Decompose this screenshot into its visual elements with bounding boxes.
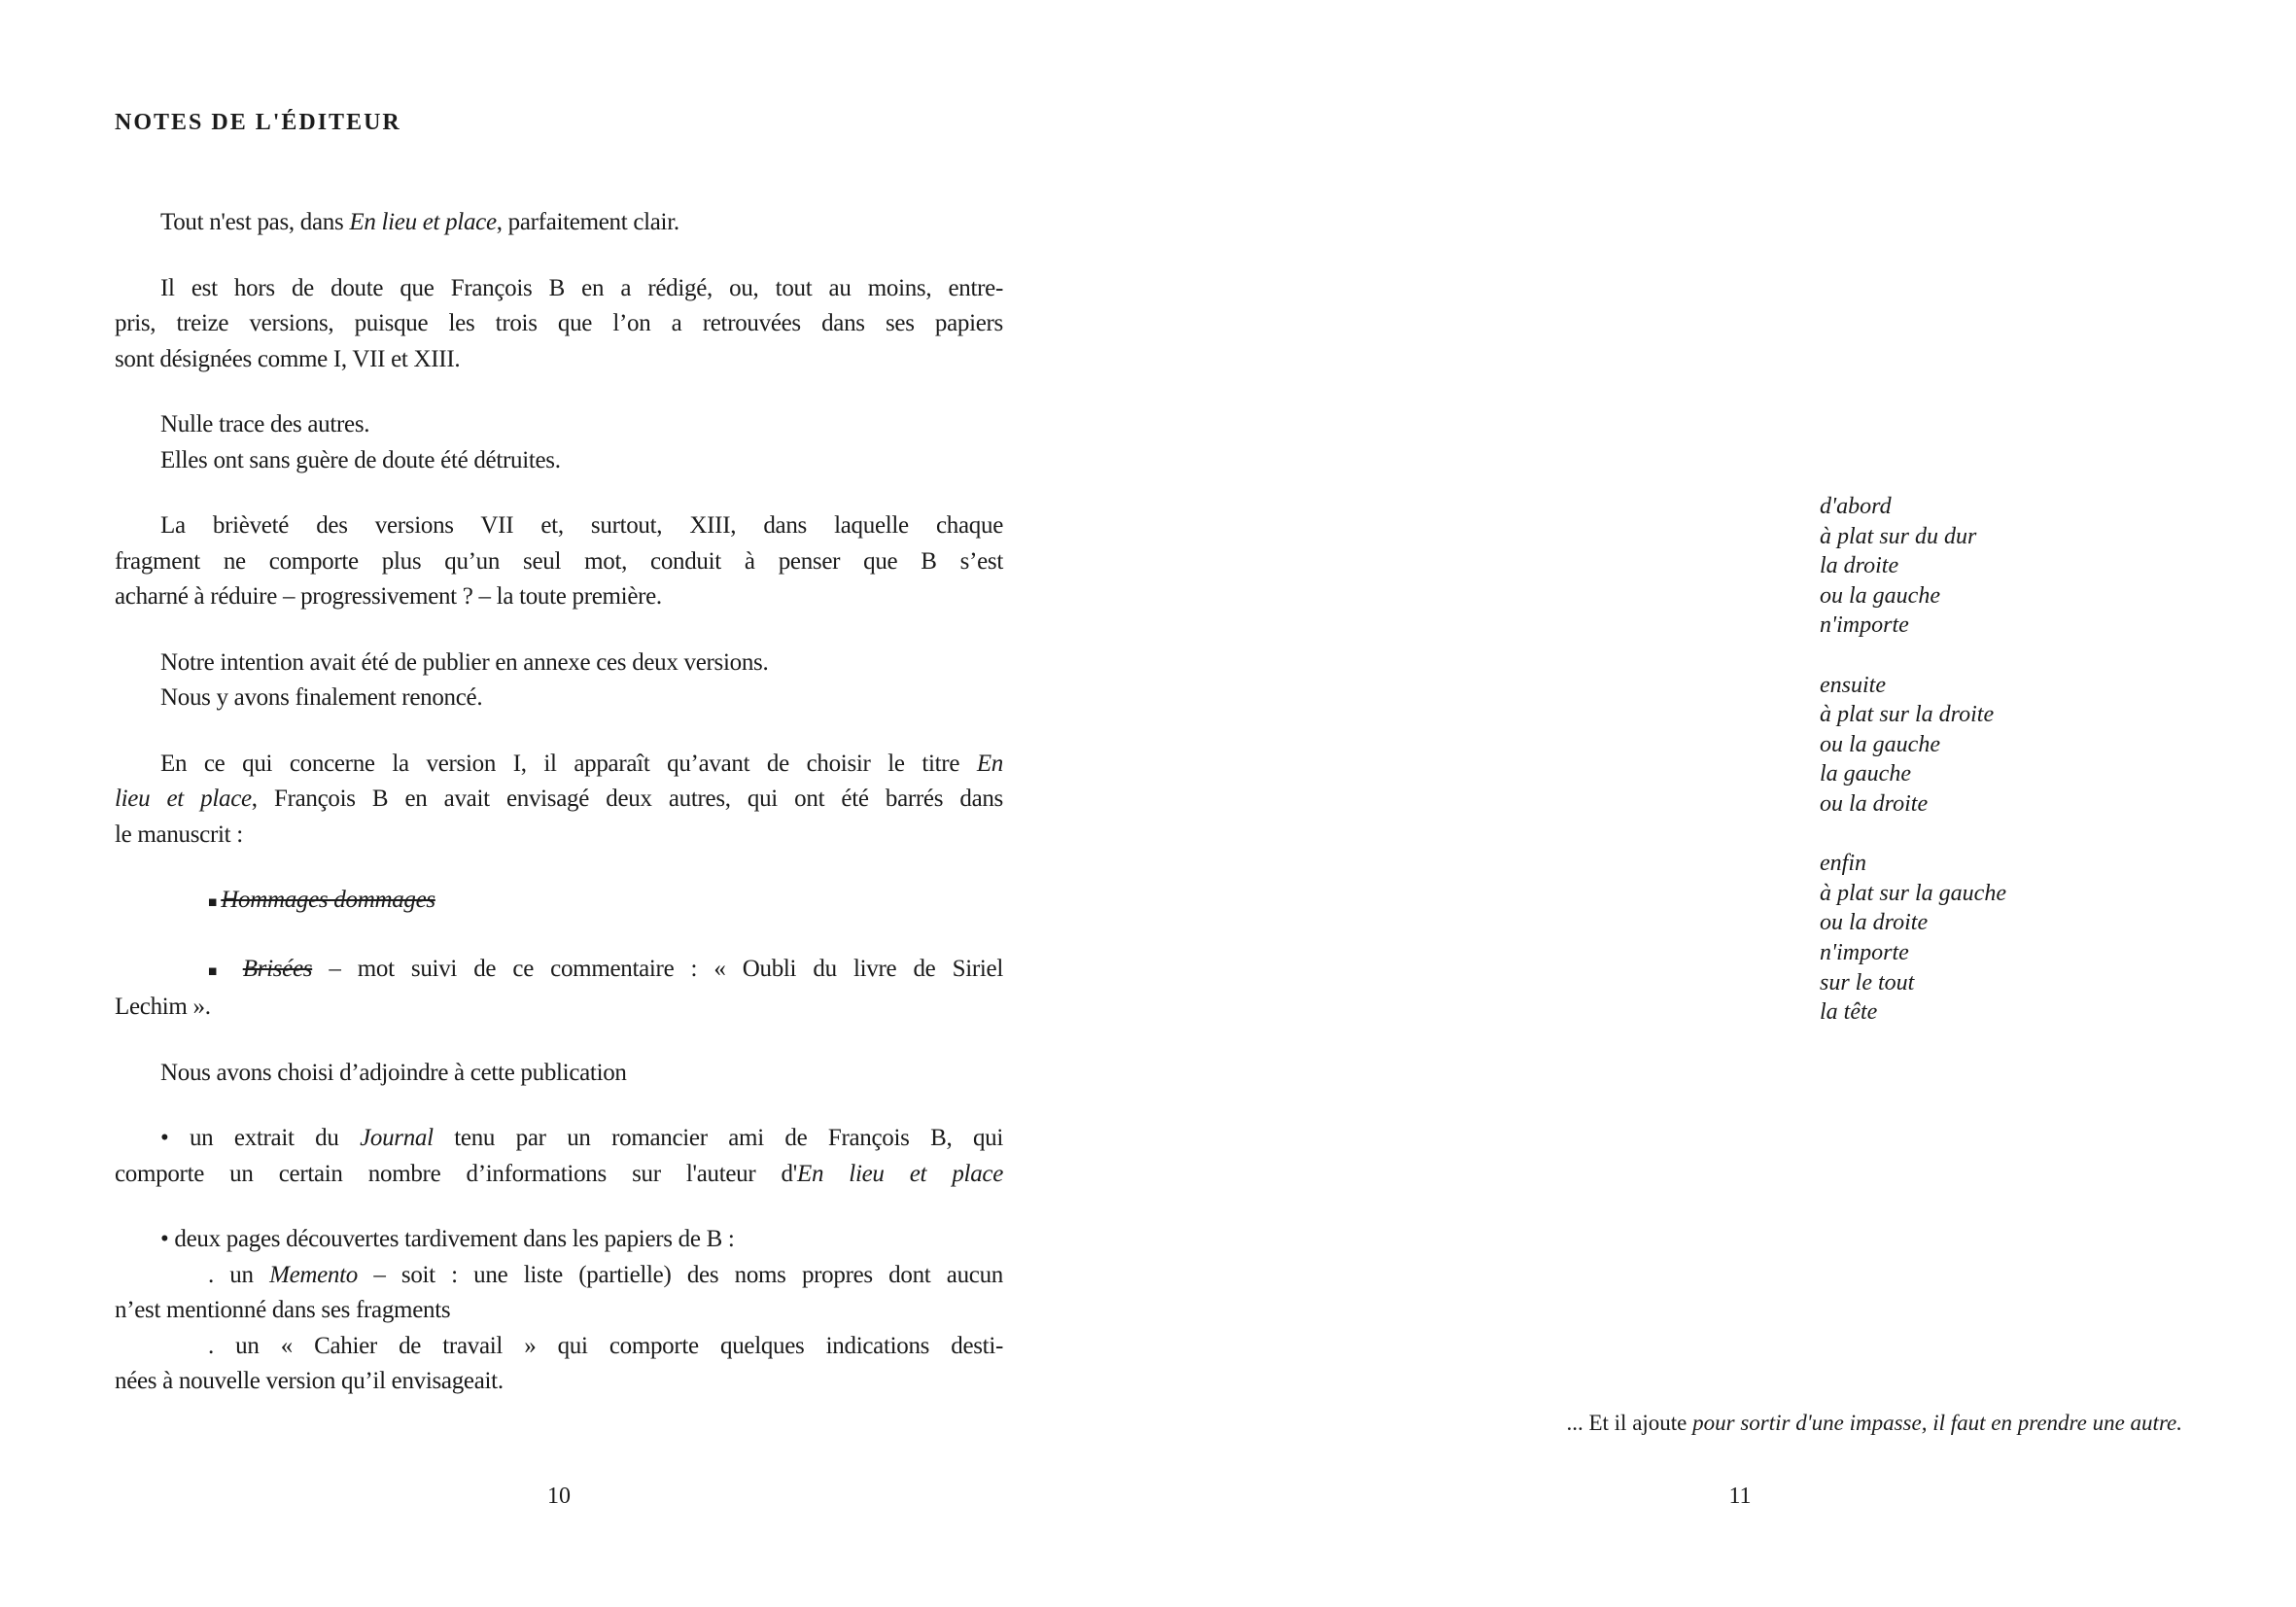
text-segment: nées à nouvelle version qu’il envisageait. (115, 1368, 504, 1394)
text-line (115, 579, 1003, 615)
text-segment: tenu par un romancier ami de François B, qui (433, 1125, 1003, 1151)
text-line (115, 205, 1003, 241)
paragraph (115, 1121, 1003, 1192)
text-line (115, 1222, 1003, 1258)
text-line (115, 883, 1003, 922)
text-line (115, 508, 1003, 544)
text-segment: comporte un certain nombre d’informations sur l'auteur d' (115, 1160, 797, 1187)
text-segment: Lechim ». (115, 994, 211, 1020)
text-segment: – mot suivi de ce commentaire : « Oubli du livre de Siriel (312, 955, 1003, 982)
text-line (115, 1364, 1003, 1400)
text-segment: En ce qui concerne la version I, il apparaît qu’avant de choisir le titre (160, 750, 977, 777)
poem-line: sur le tout (1820, 969, 1915, 996)
text-segment: . un « Cahier de travail » qui comporte quelques indications desti- (208, 1332, 1003, 1359)
text-line (115, 646, 1003, 681)
poem-stanza (1820, 849, 2006, 1028)
text-line (115, 306, 1003, 342)
text-segment: Il est hors de doute que François B en a rédigé, ou, tout au moins, entre- (160, 274, 1003, 301)
text-segment: Memento (269, 1261, 358, 1288)
poem-line: à plat sur la droite (1820, 702, 1995, 728)
square-bullet-icon: ■ (208, 894, 222, 911)
running-head: NOTES DE L'ÉDITEUR (115, 110, 401, 135)
paragraph (115, 407, 1003, 478)
poem-stanza (1820, 492, 2006, 641)
paragraph (115, 747, 1003, 854)
text-segment: Notre intention avait été de publier en annexe ces deux versions. (160, 648, 769, 676)
text-segment: Elles ont sans guère de doute été détruites. (160, 446, 561, 473)
text-segment: sont désignées comme I, VII et XIII. (115, 345, 461, 372)
text-segment: fragment ne comporte plus qu’un seul mot, conduit à penser que B s’est (115, 547, 1003, 575)
poem-line: n'importe (1820, 939, 1909, 965)
text-line (115, 1293, 1003, 1329)
text-line (115, 1157, 1003, 1193)
poem-line: d'abord (1820, 494, 1892, 519)
text-line (115, 1329, 1003, 1365)
poem-line: ou la droite (1820, 790, 1929, 817)
text-line (115, 782, 1003, 818)
paragraph (115, 646, 1003, 716)
paragraph (115, 271, 1003, 378)
text-segment: . un (208, 1261, 270, 1288)
text-segment: Journal (360, 1125, 434, 1151)
text-line (115, 747, 1003, 783)
text-segment: n’est mentionné dans ses fragments (115, 1297, 451, 1323)
text-line (115, 990, 1003, 1026)
poem-line: la tête (1820, 999, 1878, 1026)
square-bullet-icon: ■ (208, 962, 243, 980)
text-segment: En lieu et place (796, 1160, 1003, 1187)
text-line (115, 443, 1003, 479)
poem-stanza (1820, 671, 2006, 820)
text-line (115, 544, 1003, 580)
poem-line: ou la gauche (1820, 731, 1940, 757)
text-segment: Hommages dommages (221, 887, 435, 913)
text-line (115, 952, 1003, 991)
text-segment: En lieu et place (349, 209, 497, 235)
text-segment: En (976, 750, 1003, 777)
poem-line: ou la droite (1820, 910, 1929, 936)
text-segment: Brisées (242, 955, 313, 982)
footnote (1210, 1410, 2182, 1437)
text-line (115, 407, 1003, 443)
text-segment: , parfaitement clair. (496, 209, 679, 235)
paragraph (115, 1056, 1003, 1092)
paragraph (115, 205, 1003, 241)
poem-line: à plat sur du dur (1820, 523, 1977, 549)
poem-line: n'importe (1820, 612, 1909, 639)
text-line (115, 818, 1003, 854)
text-line (115, 1056, 1003, 1092)
text-segment: • deux pages découvertes tardivement dans les papiers de B : (160, 1226, 735, 1252)
text-segment: – soit : une liste (partielle) des noms propres dont aucun (357, 1261, 1003, 1288)
page-number-left: 10 (547, 1484, 571, 1509)
paragraph (115, 883, 1003, 922)
text-line (115, 1258, 1003, 1294)
text-segment: La brièveté des versions VII et, surtout, XIII, dans laquelle chaque (160, 512, 1003, 539)
text-segment: Nous y avons finalement renoncé. (160, 684, 483, 711)
left-page-text (115, 205, 1003, 1400)
text-line (115, 1121, 1003, 1157)
text-line (115, 342, 1003, 378)
poem-line: enfin (1820, 851, 1866, 877)
poem-line: à plat sur la gauche (1820, 880, 2006, 906)
footnote-prefix: ... Et il ajoute (1566, 1411, 1693, 1435)
poem-line: ou la gauche (1820, 582, 1940, 609)
page-number-right: 11 (1728, 1484, 1752, 1509)
text-line (115, 271, 1003, 307)
text-line (115, 681, 1003, 716)
paragraph (115, 952, 1003, 1026)
text-segment: Nous avons choisi d’adjoindre à cette publication (160, 1059, 627, 1086)
text-segment: Nulle trace des autres. (160, 411, 370, 437)
text-segment: lieu et place (115, 786, 252, 812)
text-segment: , François B en avait envisagé deux autres, qui ont été barrés dans (251, 786, 1003, 812)
text-segment: le manuscrit : (115, 821, 243, 848)
poem-line: la gauche (1820, 761, 1911, 787)
poem-line: la droite (1820, 553, 1899, 579)
footnote-quote: pour sortir d'une impasse, il faut en prendre une autre. (1692, 1411, 2182, 1435)
text-segment: pris, treize versions, puisque les trois que l’on a retrouvées dans ses papiers (115, 310, 1003, 336)
text-segment: acharné à réduire – progressivement ? – la toute première. (115, 583, 662, 610)
text-segment: Tout n'est pas, dans (160, 209, 350, 235)
text-segment: • un extrait du (160, 1125, 361, 1151)
paragraph (115, 1222, 1003, 1400)
poem-block (1820, 492, 2006, 1028)
paragraph (115, 508, 1003, 615)
poem-line: ensuite (1820, 672, 1886, 698)
